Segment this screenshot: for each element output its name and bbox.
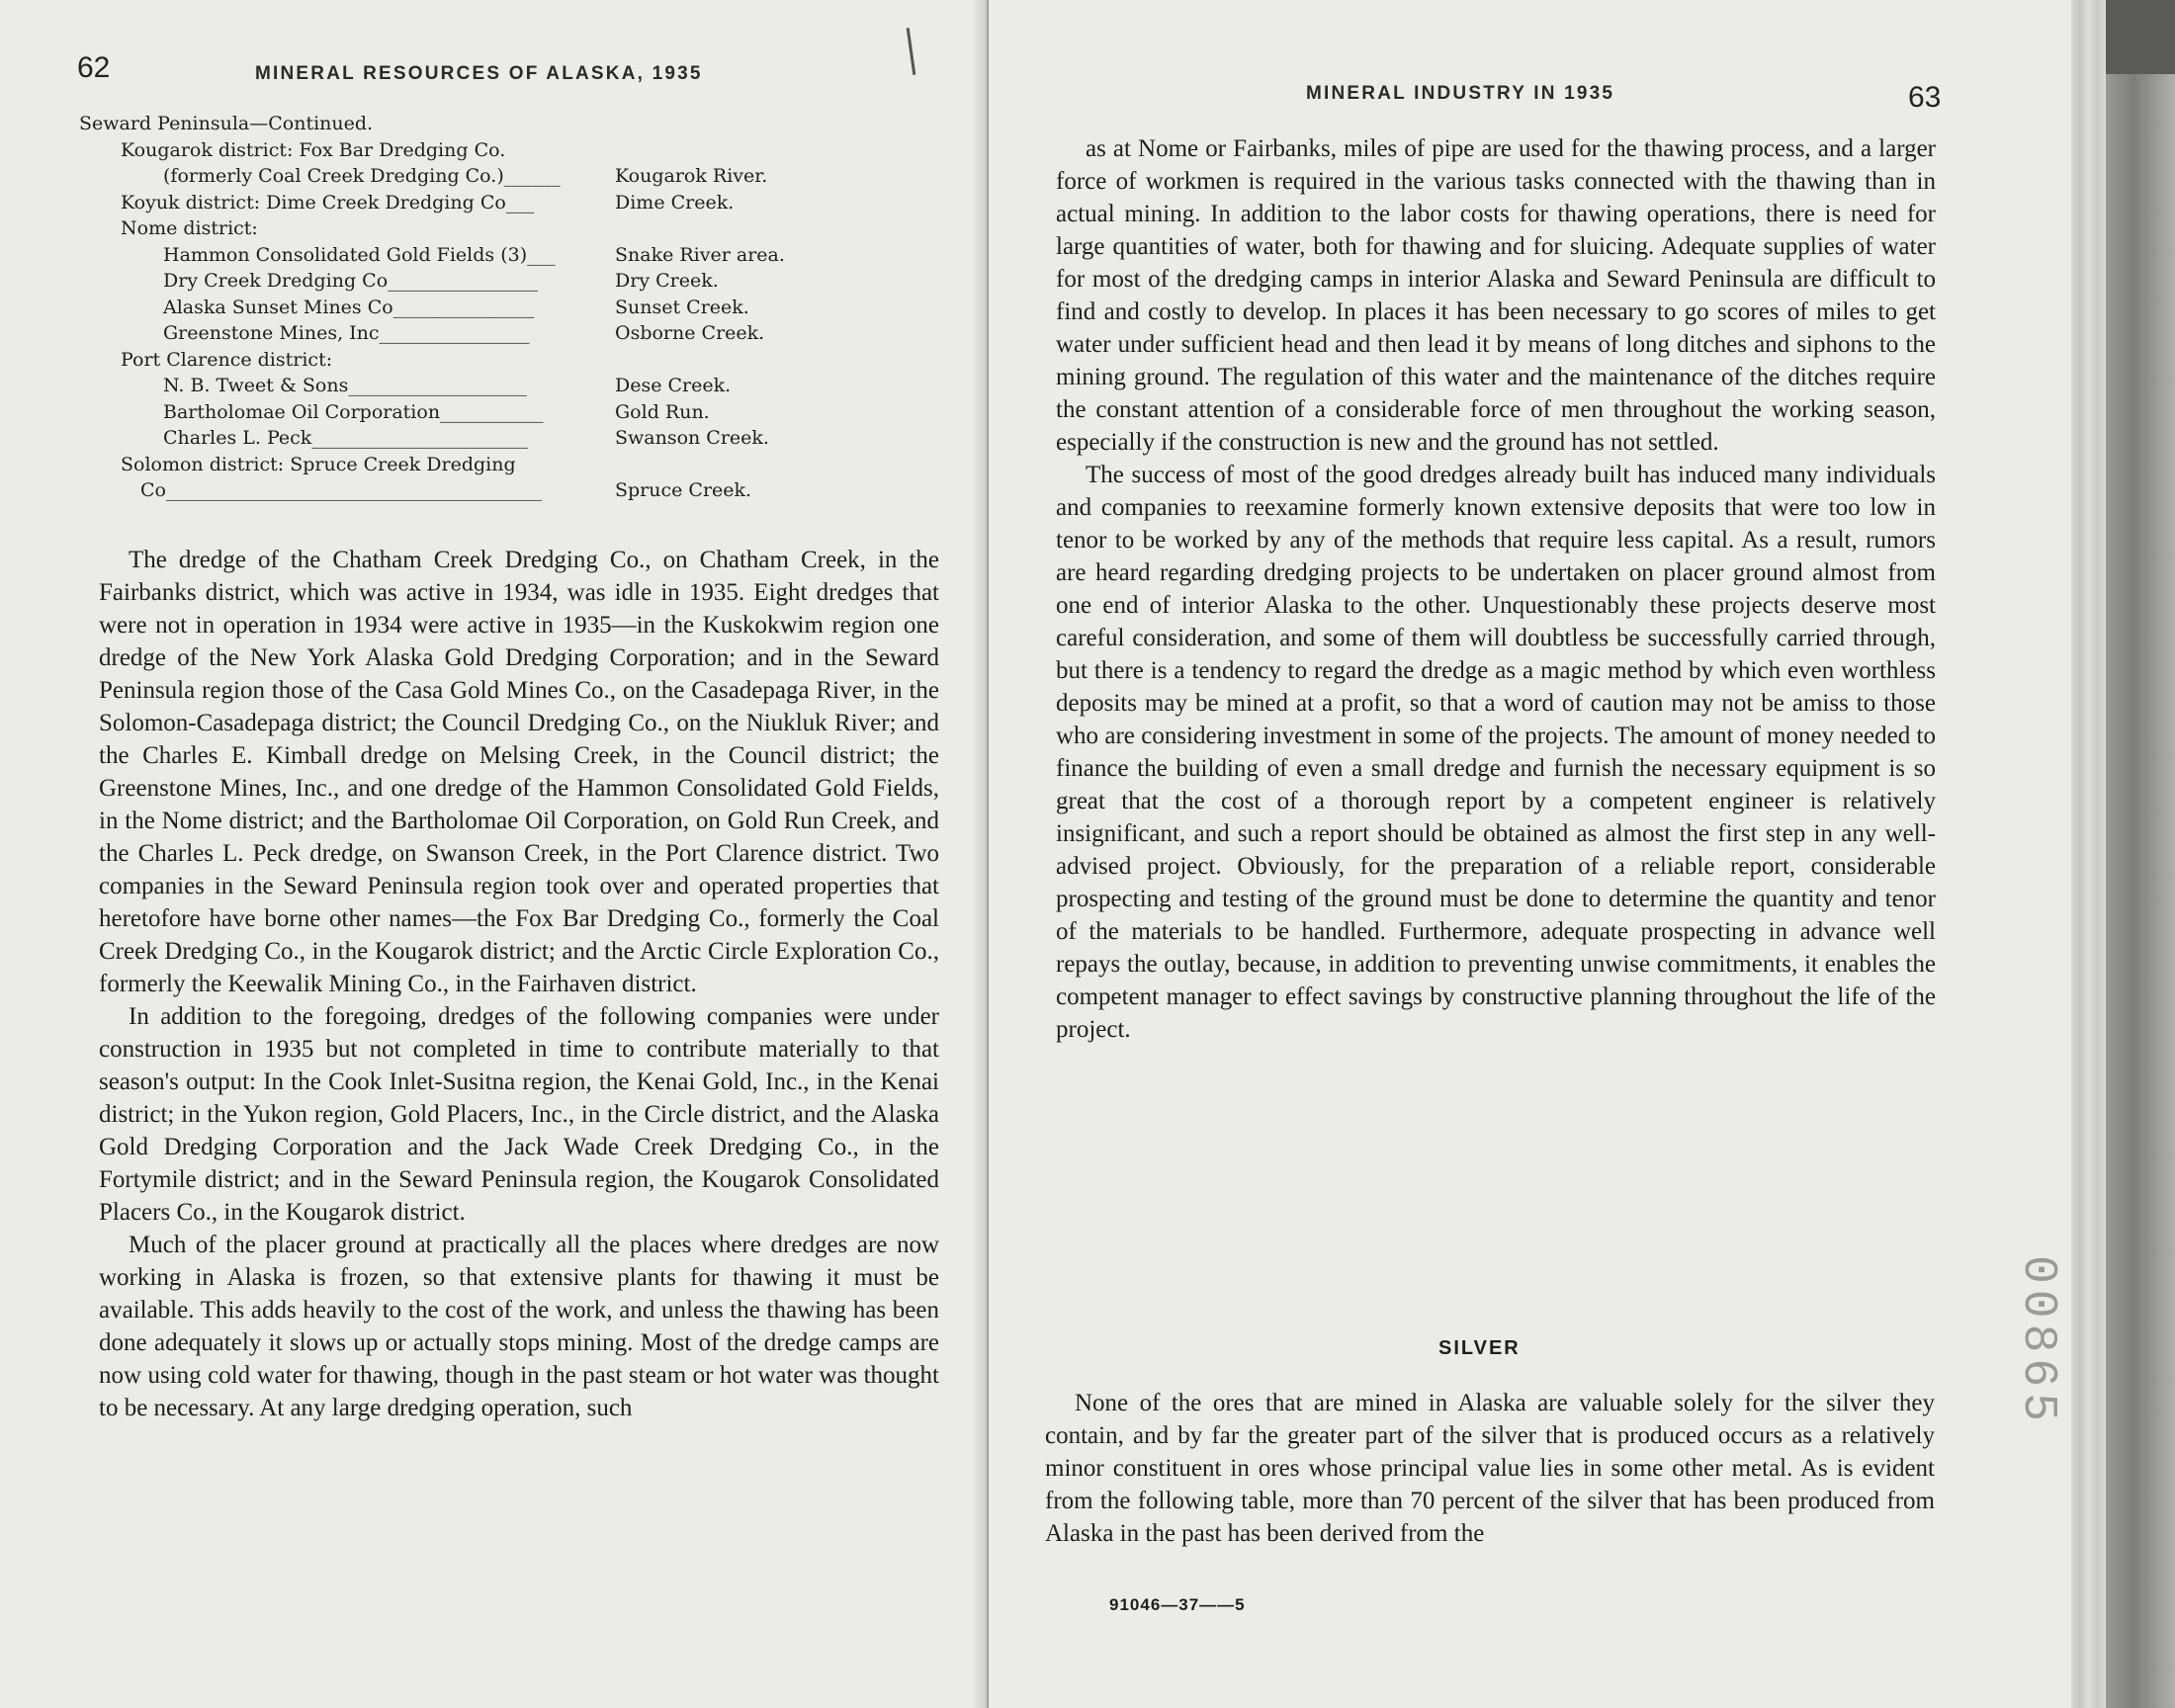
table-row-entity: Charles L. Peck_______________________ [163,427,528,449]
table-row [79,163,830,190]
right-page-header: MINERAL INDUSTRY IN 1935 [1306,83,1615,104]
table-row [79,137,830,164]
table-row-entity: Port Clarence district: [121,348,333,371]
table-row-location: Spruce Creek. [615,479,752,501]
paragraph: The success of most of the good dredges already built has induced many individuals and companies to reexamine formerly known extensive deposits that were too low in tenor to be worked by any of the methods that require less capital. As a result, rumors are heard regarding dredging projects to be undertaken on placer ground almost from one end of interior Alaska to the other. Unquestionably these projects deserve most careful consideration, and some of them will doubtless be successfully carried through, but there is a tendency to regard the dredge as a magic method by which even worthless deposits may be mined at a profit, so that a word of caution may not be amiss to those who are considering investment in some of the projects. The amount of money needed to finance the building of even a small dredge and furnish the necessary equipment is so great that the cost of a thorough report by a competent engineer is relatively insignificant, and such a report should be obtained as almost the first step in any well-advised project. Obviously, for the preparation of a reliable report, considerable prospecting and testing of the ground must be done to determine the quantity and tenor of the materials to be handled. Furthermore, adequate prospecting in advance well repays the outlay, because, in addition to preventing unwise commitments, it enables the competent manager to effect savings by constructive planning throughout the life of the project. [1056,462,1936,1043]
table-row-entity: Kougarok district: Fox Bar Dredging Co. [121,138,506,161]
table-row-entity: Bartholomae Oil Corporation___________ [163,400,544,423]
table-row [79,190,830,216]
table-row [79,320,830,347]
table-row-location: Osborne Creek. [615,322,765,344]
table-row-entity: Koyuk district: Dime Creek Dredging Co___ [121,191,535,214]
archive-stamp-number: 00865 [2011,1255,2064,1428]
table-row [79,399,830,426]
table-row [79,425,830,452]
table-row-location: Dime Creek. [615,191,735,214]
table-row-location: Snake River area. [615,243,785,266]
left-page [0,0,989,1708]
table-row-location: Swanson Creek. [615,427,769,449]
table-row [79,373,830,399]
table-row [79,111,830,137]
right-page-number: 63 [1908,81,1942,114]
signature-footer: 91046—37——5 [1109,1595,1246,1614]
table-row [79,477,830,504]
silver-section-text [1045,1387,1935,1550]
table-row-entity: Greenstone Mines, Inc________________ [163,322,530,344]
table-row-entity: Hammon Consolidated Gold Fields (3)___ [163,243,556,266]
scan-border [2106,0,2175,1708]
table-row-entity: Nome district: [121,217,258,239]
left-body-text [99,544,939,1424]
paragraph: Much of the placer ground at practically all the places where dredges are now working in Alaska is frozen, so that extensive plants for thawing it must be available. This adds heavily to the cost of the work, and unless the thawing has been done adequately it slows up or actually stops mining. Most of the dredge camps are now using cold water for thawing, though in the past steam or hot water was thought to be necessary. At any large dredging operation, such [99,1232,939,1421]
table-row [79,268,830,295]
section-heading-silver: SILVER [1438,1337,1521,1359]
paragraph: The dredge of the Chatham Creek Dredging Co., on Chatham Creek, in the Fairbanks district, which was active in 1934, was idle in 1935. Eight dredges that were not in operation in 1934 were active in 1935—in the Kuskokwim region one dredge of the New York Alaska Gold Dredging Corporation; and in the Seward Peninsula region those of the Casa Gold Mines Co., on the Casadepaga River, in the Solomon-Casadepaga district; the Council Dredging Co., on the Niukluk River; and the Charles E. Kimball dredge on Melsing Creek, in the Council district; the Greenstone Mines, Inc., and one dredge of the Hammon Consolidated Gold Fields, in the Nome district; and the Bartholomae Oil Corporation, on Gold Run Creek, and the Charles L. Peck dredge, on Swanson Creek, in the Port Clarence district. Two companies in the Seward Peninsula region took over and operated properties that heretofore have borne other names—the Fox Bar Dredging Co., formerly the Coal Creek Dredging Co., in the Kougarok district; and the Arctic Circle Exploration Co., formerly the Keewalik Mining Co., in the Fairhaven district. [99,547,939,997]
pencil-mark [907,28,916,75]
table-row-entity: Solomon district: Spruce Creek Dredging [121,453,516,475]
table-row [79,347,830,374]
paragraph: In addition to the foregoing, dredges of the following companies were under construction in 1935 but not completed in time to contribute materially to that season's output: In the Cook Inlet-Susitna region, the Kenai Gold, Inc., in the Kenai district; in the Yukon region, Gold Placers, Inc., in the Circle district, and the Alaska Gold Dredging Corporation and the Jack Wade Creek Dredging Co., in the Fortymile district; and in the Seward Peninsula region, the Kougarok Consolidated Placers Co., in the Kougarok district. [99,1003,939,1226]
paragraph: as at Nome or Fairbanks, miles of pipe are used for the thawing process, and a larger force of workmen is required in the various tasks connected with the thawing than in actual mining. In addition to the labor costs for thawing operations, there is need for large quantities of water, both for thawing and for sluicing. Adequate supplies of water for most of the dredging camps in interior Alaska and Seward Peninsula are difficult to find and costly to develop. In places it has been necessary to go scores of miles to get water under sufficient head and then lead it by means of long ditches and siphons to the mining ground. The regulation of this water and the maintenance of the ditches require the constant attention of a considerable force of men throughout the working season, especially if the construction is new and the ground has not settled. [1056,135,1936,456]
table-row [79,215,830,242]
table-row-location: Sunset Creek. [615,296,749,318]
table-row-location: Gold Run. [615,400,710,423]
left-page-number: 62 [77,51,111,84]
table-row [79,295,830,321]
table-row-entity: Dry Creek Dredging Co________________ [163,270,539,292]
table-row-entity: Seward Peninsula—Continued. [79,113,374,134]
dredge-location-table [79,111,830,504]
left-page-header: MINERAL RESOURCES OF ALASKA, 1935 [255,63,703,84]
table-row-entity: (formerly Coal Creek Dredging Co.)______ [163,165,561,187]
scan-border-top [2106,0,2175,74]
right-body-text [1056,132,1936,1046]
table-row-entity: Co________________________________________ [140,479,542,501]
table-row [79,452,830,478]
table-row-entity: N. B. Tweet & Sons___________________ [163,375,527,396]
table-row [79,242,830,269]
page-edges [2071,0,2106,1708]
table-row-entity: Alaska Sunset Mines Co_______________ [163,296,535,318]
paragraph: None of the ores that are mined in Alaska are valuable solely for the silver they contain, and by far the greater part of the silver that is produced occurs as a relatively minor constituent in ores whose principal value lies in some other metal. As is evident from the following table, more than 70 percent of the silver that has been produced from Alaska in the past has been derived from the [1045,1390,1935,1547]
table-row-location: Dese Creek. [615,375,732,396]
table-row-location: Dry Creek. [615,270,719,292]
table-row-location: Kougarok River. [615,165,768,187]
